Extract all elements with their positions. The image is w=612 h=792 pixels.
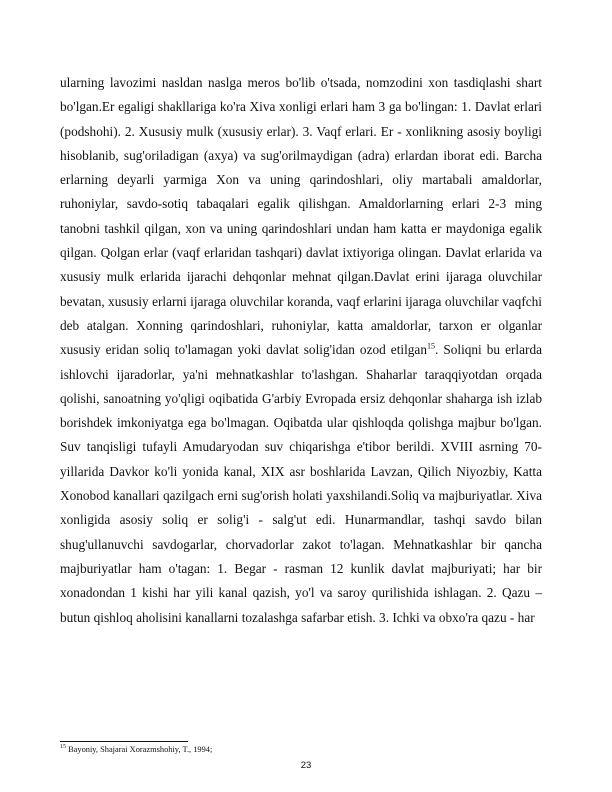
footnote-separator	[60, 741, 188, 742]
body-paragraph	[60, 71, 542, 630]
body-text-part-2: . Soliqni bu erlarda ishlovchi ijaradorlar, ya'ni mehnatkashlar to'lashgan. Shaharlar taraqqiyotdan orqada qolishi, sanoatning yo'qligi oqibatida G'arbiy Evropada ersiz dehqonlar shaharga ish izlab borishdek imkoniyatga ega bo'lmagan. Oqibatda ular qishloqda qolishga majbur bo'lgan. Suv tanqisligi tufayli Amudaryodan suv chiqarishga e'tibor berildi. XVIII asrning 70-yillarida Davkor ko'li yonida kanal, XIX asr boshlarida Lavzan, Qilich Niyozbiy, Katta Xonobod kanallari qazilgach erni sug'orish holati yaxshilandi.Soliq va majburiyatlar. Xiva xonligida asosiy soliq er solig'i - salg'ut edi. Hunarmandlar, tashqi savdo bilan shug'ullanuvchi savdogarlar, chorvadorlar zakot to'lagan. Mehnatkashlar bir qancha majburiyatlar ham o'tagan: 1. Begar - rasman 12 kunlik davlat majburiyati; har bir xonadondan 1 kishi har yili kanal qazish, yo'l va saroy qurilishida ishlagan. 2. Qazu – butun qishloq aholisini kanallarni tozalashga safarbar etish. 3. Ichki va obxo'ra qazu - har	[60, 342, 542, 625]
footnote-reference[interactable]: 15	[426, 341, 435, 351]
footnote-text: Bayoniy, Shajarai Xorazmshohiy, T., 1994;	[66, 745, 213, 754]
body-text-part-1: ularning lavozimi nasldan naslga meros bo'lib o'tsada, nomzodini xon tasdiqlashi shart bo'lgan.Er egaligi shakllariga ko'ra Xiva xonligi erlari ham 3 ga bo'lingan: 1. Davlat erlari (podshohi). 2. Xususiy mulk (xususiy erlar). 3. Vaqf erlari. Er - xonlikning asosiy boyligi hisoblanib, sug'oriladigan (axya) va sug'orilmaydigan (adra) erlardan iborat edi. Barcha erlarning deyarli yarmiga Xon va uning qarindoshlari, oliy martabali amaldorlar, ruhoniylar, savdo-sotiq tabaqalari egalik qilishgan. Amaldorlarning erlari 2-3 ming tanobni tashkil qilgan, xon va uning qarindoshlari undan ham katta er maydoniga egalik qilgan. Qolgan erlar (vaqf erlaridan tashqari) davlat ixtiyoriga olingan. Davlat erlarida va xususiy mulk erlarida ijarachi dehqonlar mehnat qilgan.Davlat erini ijaraga oluvchilar bevatan, xususiy erlarni ijaraga oluvchilar koranda, vaqf erlarini ijaraga oluvchilar vaqfchi deb atalgan. Xonning qarindoshlari, ruhoniylar, katta amaldorlar, tarxon er olganlar xususiy eridan soliq to'lamagan yoki davlat solig'idan ozod etilgan	[60, 75, 542, 358]
footnote	[60, 745, 542, 755]
page-number: 23	[300, 760, 312, 771]
footnote-number: 15	[60, 744, 66, 751]
